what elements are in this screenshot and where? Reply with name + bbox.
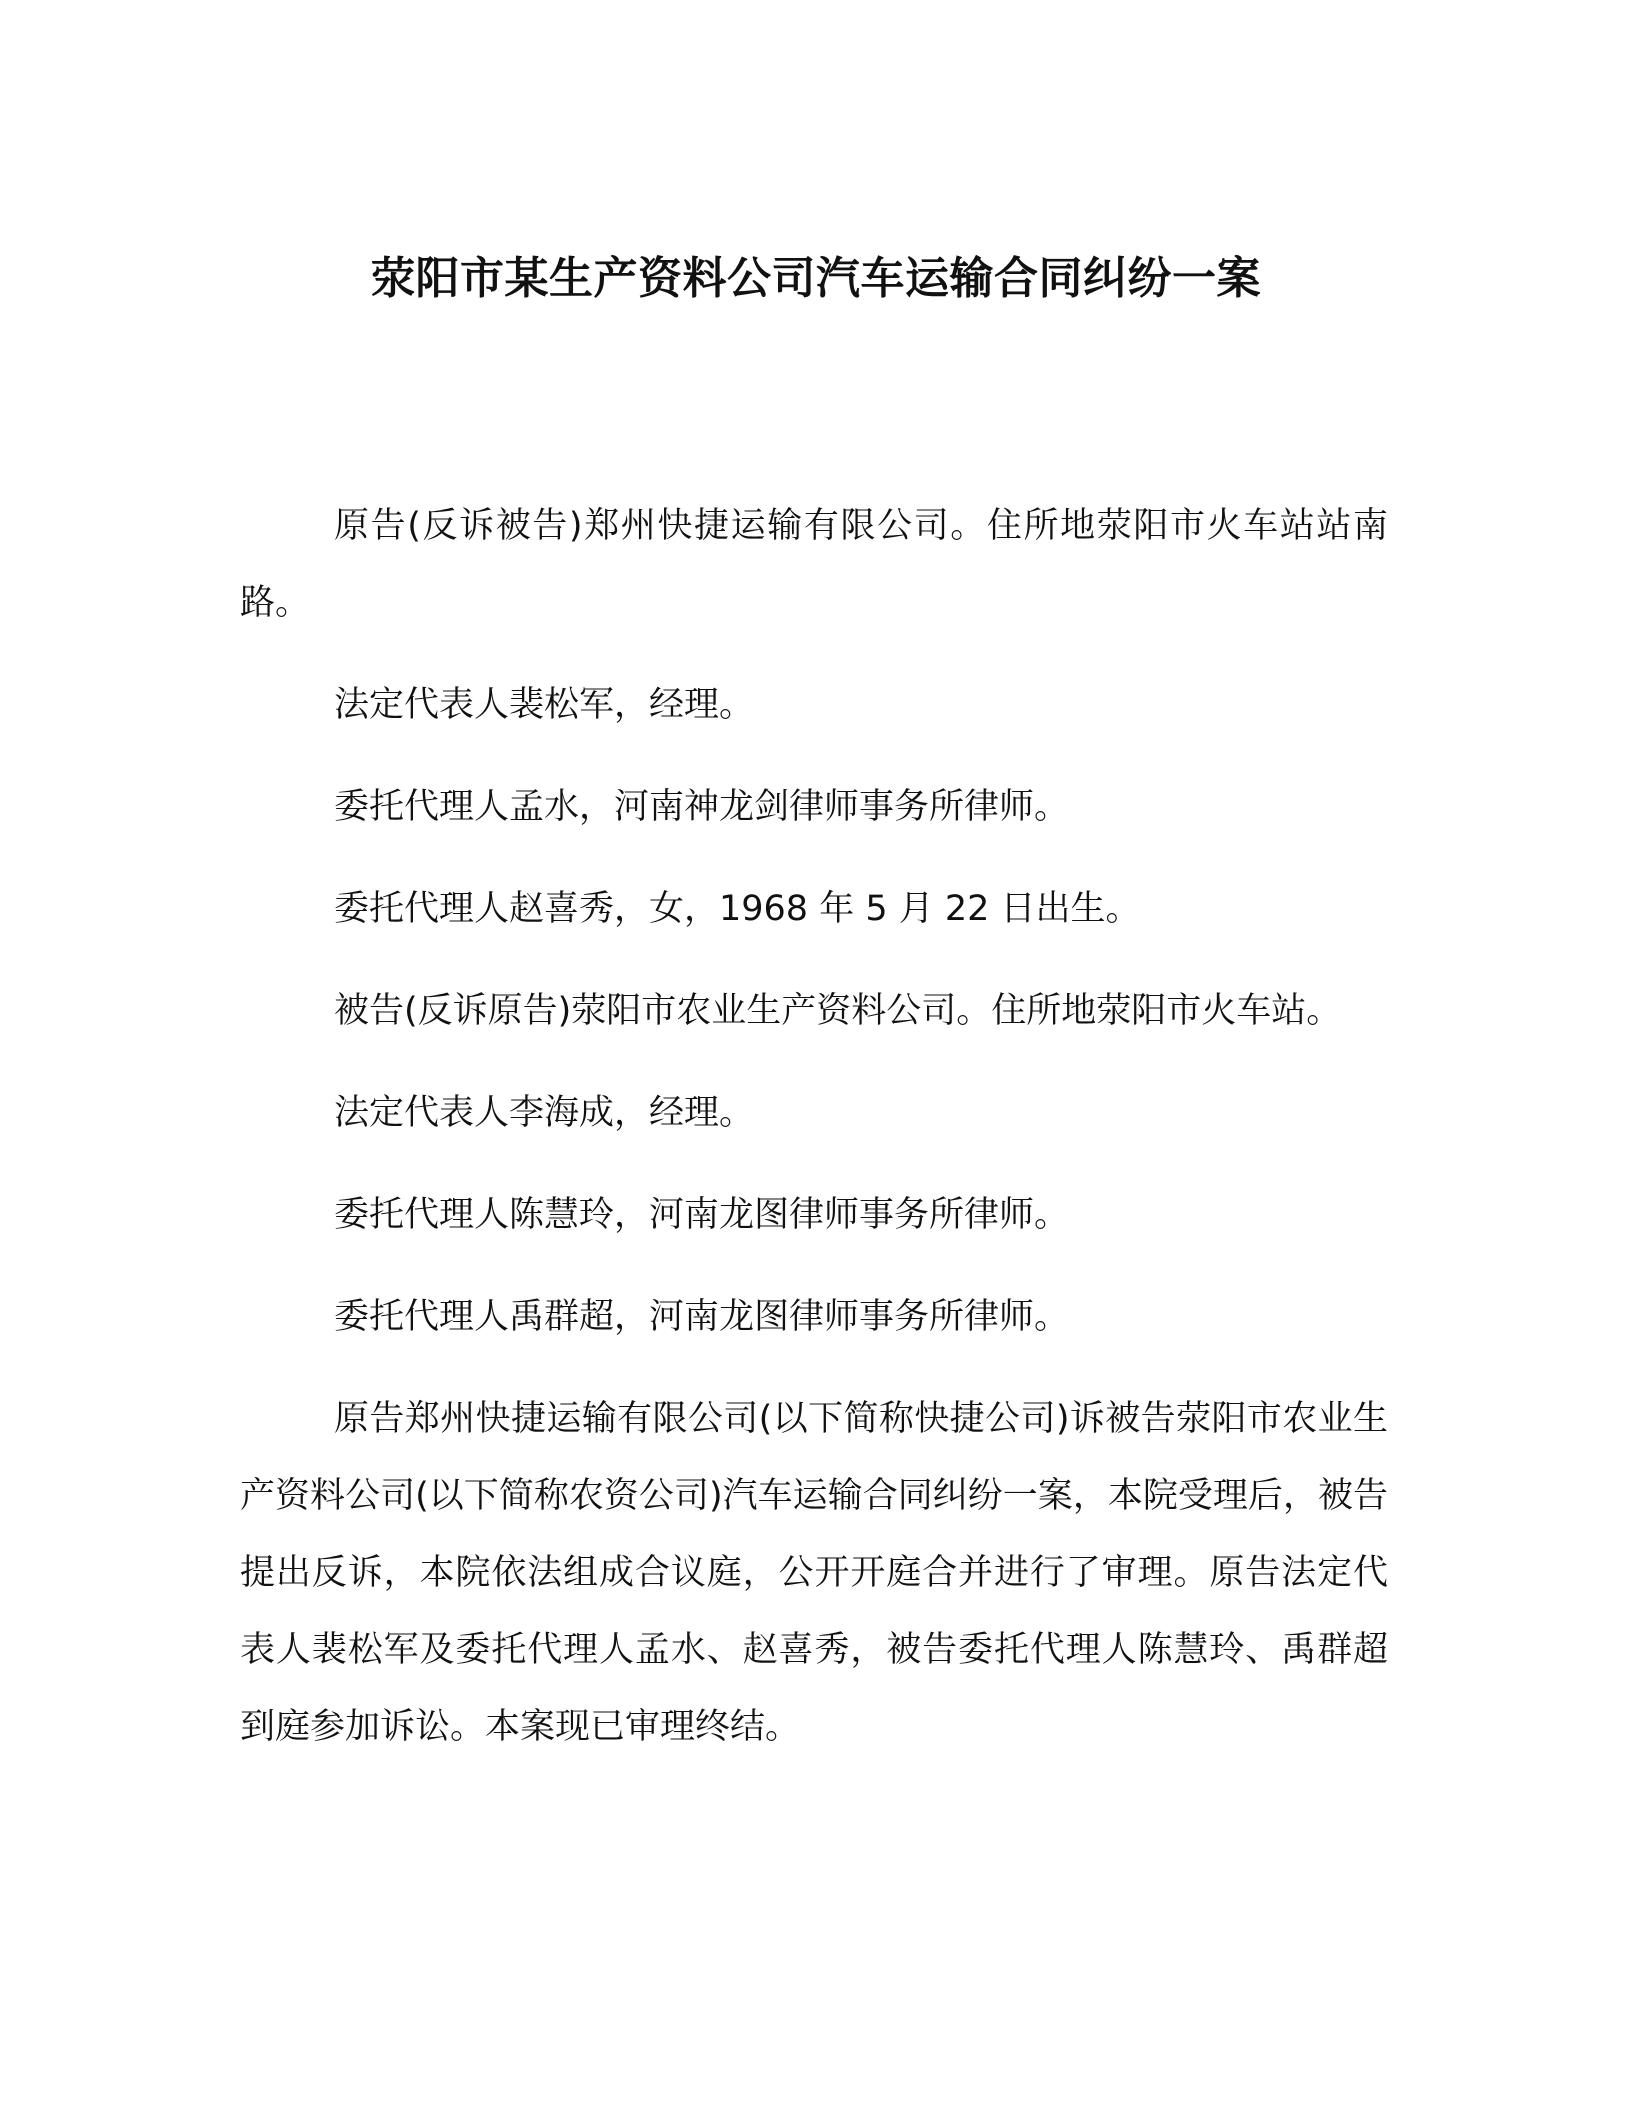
- paragraph-defendant-agent-2: 委托代理人禹群超，河南龙图律师事务所律师。: [334, 1297, 1070, 1337]
- paragraph-plaintiff: 原告(反诉被告)郑州快捷运输有限公司。住所地荥阳市火车站站南路。: [240, 506, 1388, 623]
- paragraph-case-summary: 原告郑州快捷运输有限公司(以下简称快捷公司)诉被告荥阳市农业生产资料公司(以下简称农资公司)汽车运输合同纠纷一案，本院受理后，被告提出反诉，本院依法组成合议庭，公开开庭合并进行了审理。原告法定代表人裴松军及委托代理人孟水、赵喜秀，被告委托代理人陈慧玲、禹群超到庭参加诉讼。本案现已审理终结。: [240, 1399, 1388, 1747]
- document-title: 荥阳市某生产资料公司汽车运输合同纠纷一案: [371, 253, 1261, 305]
- paragraph-defendant-legal-rep: 法定代表人李海成，经理。: [334, 1093, 755, 1133]
- paragraph-plaintiff-agent-1: 委托代理人孟水，河南神龙剑律师事务所律师。: [334, 787, 1070, 827]
- document-body: [240, 488, 1388, 1791]
- paragraph-plaintiff-agent-2: 委托代理人赵喜秀，女，1968 年 5 月 22 日出生。: [334, 889, 1141, 929]
- paragraph-plaintiff-legal-rep: 法定代表人裴松军，经理。: [334, 685, 755, 725]
- paragraph-defendant: 被告(反诉原告)荥阳市农业生产资料公司。住所地荥阳市火车站。: [334, 991, 1342, 1031]
- paragraph-defendant-agent-1: 委托代理人陈慧玲，河南龙图律师事务所律师。: [334, 1195, 1070, 1235]
